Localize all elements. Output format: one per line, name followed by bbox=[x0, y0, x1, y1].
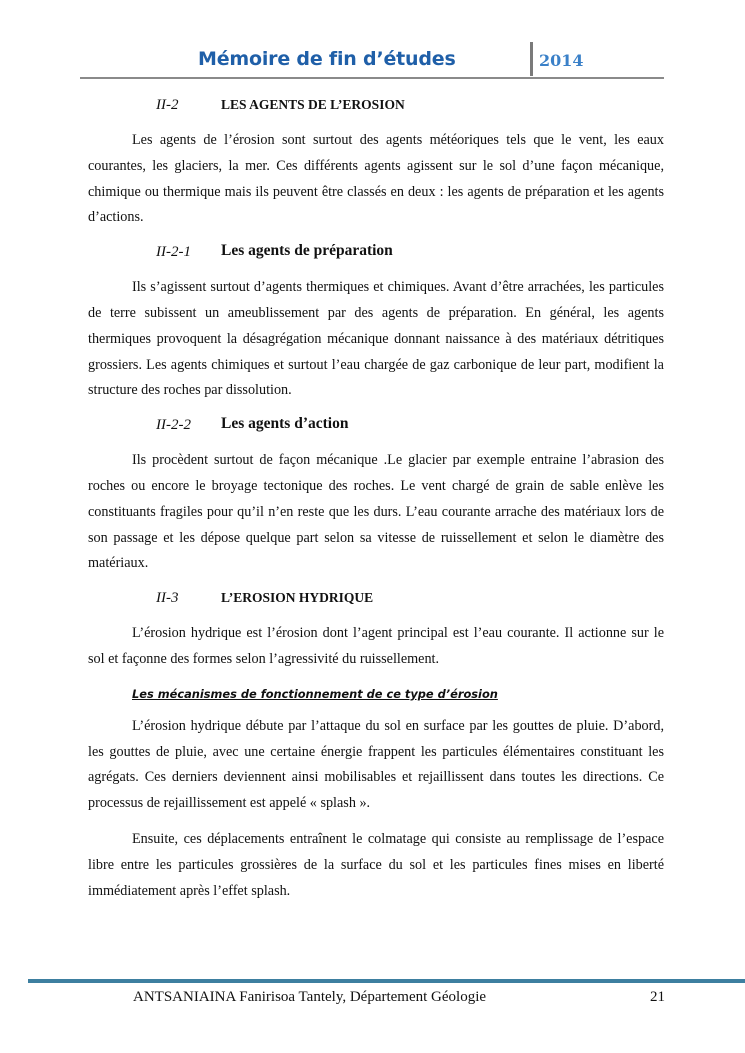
section-title: LES AGENTS DE L’EROSION bbox=[221, 97, 405, 112]
subheading: Les mécanismes de fonctionnement de ce type d’érosion bbox=[132, 686, 498, 701]
page-number: 21 bbox=[650, 989, 665, 1005]
section-heading bbox=[88, 414, 664, 438]
page-header bbox=[80, 40, 664, 80]
paragraph: Les agents de l’érosion sont surtout des agents météoriques tels que le vent, les eaux courantes, les glaciers, la mer. Ces différents agents agissent sur le sol d’une façon mécanique, chimique ou thermique mais ils peuvent être classés en deux : les agents de préparation et les agents d’actions. bbox=[88, 132, 664, 226]
page-body bbox=[88, 94, 664, 914]
section-title: L’EROSION HYDRIQUE bbox=[221, 590, 374, 606]
paragraph: Ils procèdent surtout de façon mécanique .Le glacier par exemple entraine l’abrasion des roches ou encore le broyage tectonique des roches. Le vent chargé de grain de sable enlève les constituants fragiles pour qu’il n’en reste que les durs. L’eau courante arrache des matériaux lors de son passage et les dépose quelque part selon sa vitesse de ruissellement et selon le diamètre des matériaux. bbox=[88, 452, 664, 572]
section-number: II-2-1 bbox=[156, 244, 191, 261]
header-separator bbox=[530, 42, 533, 76]
paragraph: L’érosion hydrique est l’érosion dont l’agent principal est l’eau courante. Il actionne sur le sol et façonne des formes selon l’agressivité du ruissellement. bbox=[88, 625, 664, 667]
footer-rule bbox=[28, 979, 745, 983]
document-title: Mémoire de fin d’études bbox=[198, 48, 456, 70]
section-title: Les agents de préparation bbox=[221, 242, 393, 260]
paragraph: Ensuite, ces déplacements entraînent le colmatage qui consiste au remplissage de l’espace libre entre les particules grossières de la surface du sol et les particules fines mises en liberté immédiatement après l’effet splash. bbox=[88, 830, 664, 899]
header-rule bbox=[80, 77, 664, 79]
section-number: II-2 bbox=[156, 97, 179, 113]
document-year: 2014 bbox=[539, 51, 584, 70]
section-heading bbox=[88, 241, 664, 265]
section-number: II-3 bbox=[156, 590, 179, 607]
paragraph: L’érosion hydrique débute par l’attaque du sol en surface par les gouttes de pluie. D’abord, les gouttes de pluie, avec une certaine énergie frappent les particules élémentaires constituant les agrégats. Ces derniers deviennent ainsi mobilisables et rejaillissent dans toutes les directions. Ce processus de rejaillissement est appelé « splash ». bbox=[88, 717, 664, 812]
section-title: Les agents d’action bbox=[221, 415, 349, 433]
section-heading bbox=[88, 94, 664, 118]
footer-author: ANTSANIAINA Fanirisoa Tantely, Département Géologie bbox=[133, 989, 487, 1005]
paragraph: Ils s’agissent surtout d’agents thermiques et chimiques. Avant d’être arrachées, les particules de terre subissent un ameublissement par des agents de préparation. En général, les agents thermiques provoquent la désagrégation mécanique donnant naissance à des matériaux détritiques grossiers. Les agents chimiques et surtout l’eau chargée de gaz carbonique de leur part, modifient la structure des roches par dissolution. bbox=[88, 279, 664, 399]
section-number: II-2-2 bbox=[156, 417, 191, 434]
section-heading bbox=[88, 587, 664, 611]
